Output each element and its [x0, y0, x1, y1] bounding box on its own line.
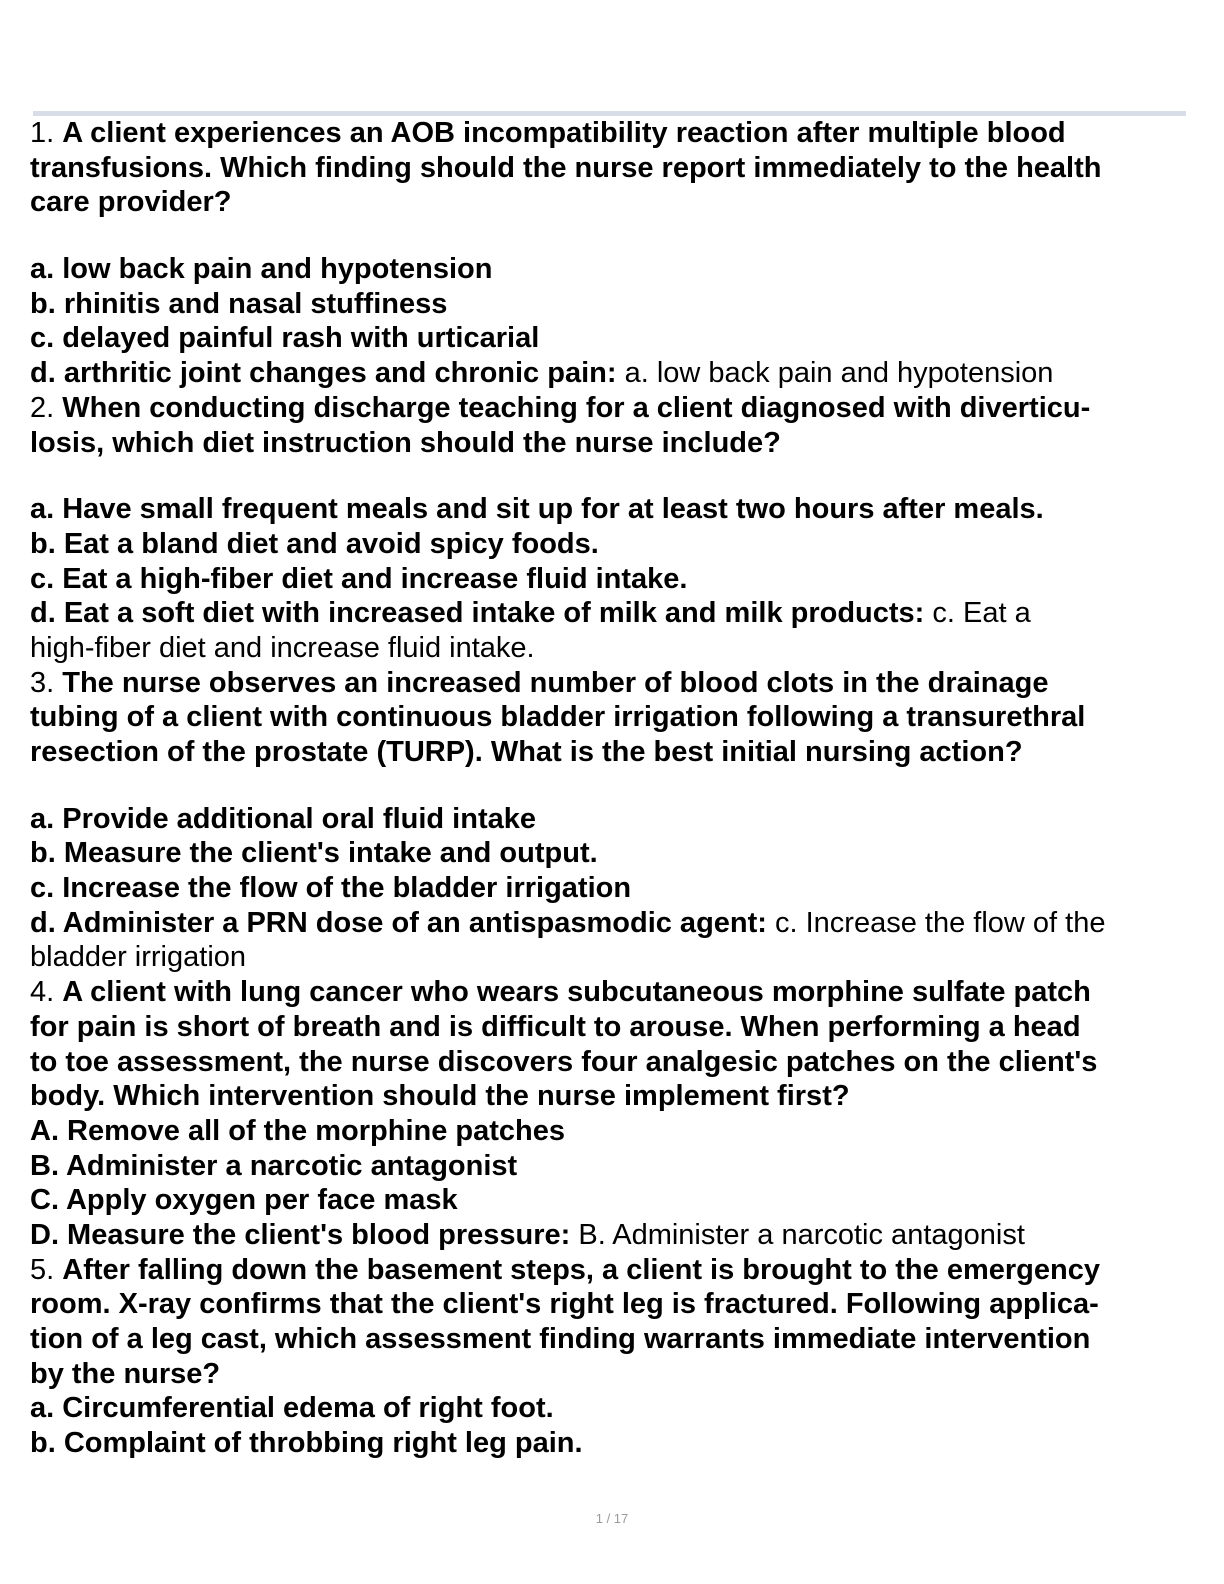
page-indicator: 1 / 17 [595, 1511, 629, 1526]
question-stem-line: 3. The nurse observes an increased number of blood clots in the drainage [30, 666, 1049, 699]
answer-option: c. delayed painful rash with urticarial [30, 322, 540, 355]
question-number: 1. [30, 117, 55, 149]
question-number: 5. [30, 1253, 55, 1286]
spacer [30, 460, 1190, 492]
answer-option: a. Circumferential edema of right foot. [30, 1392, 554, 1425]
question-stem-line: tubing of a client with continuous bladder irrigation following a transurethral [30, 701, 1086, 734]
question-stem-line: transfusions. Which finding should the nurse report immediately to the health [30, 151, 1102, 184]
answer-option: c. Eat a high-fiber diet and increase fluid intake. [30, 562, 688, 595]
answer-option: a. Have small frequent meals and sit up for at least two hours after meals. [30, 493, 1044, 526]
question-number: 2. [30, 391, 55, 424]
answer-option: a. low back pain and hypotension [30, 253, 493, 286]
question-stem-line: to toe assessment, the nurse discovers four analgesic patches on the client's [30, 1045, 1098, 1078]
question-number: 3. [30, 666, 55, 699]
question-stem-line: 5. After falling down the basement steps, a client is brought to the emergency [30, 1253, 1100, 1286]
correct-answer: B. Administer a narcotic antagonist [578, 1218, 1025, 1251]
question-3 [30, 666, 1190, 976]
document-body [30, 116, 1190, 1461]
question-stem-line: tion of a leg cast, which assessment finding warrants immediate intervention [30, 1323, 1091, 1355]
correct-answer: c. Eat a [932, 597, 1031, 630]
question-2 [30, 391, 1190, 666]
question-stem-line: losis, which diet instruction should the nurse include? [30, 426, 781, 459]
question-stem-line: by the nurse? [30, 1357, 221, 1390]
answer-option-with-answer: d. Administer a PRN dose of an antispasmodic agent: c. Increase the flow of the [30, 906, 1106, 939]
question-5 [30, 1253, 1190, 1461]
spacer [30, 770, 1190, 802]
question-stem-line: for pain is short of breath and is difficult to arouse. When performing a head [30, 1010, 1081, 1043]
answer-option-with-answer: D. Measure the client's blood pressure: B. Administer a narcotic antagonist [30, 1218, 1025, 1251]
question-stem-line: body. Which intervention should the nurse implement first? [30, 1080, 850, 1113]
answer-option-with-answer: d. Eat a soft diet with increased intake of milk and milk products: c. Eat a [30, 597, 1031, 630]
correct-answer-continued: high-fiber diet and increase fluid intake. [30, 631, 535, 664]
answer-option: b. Complaint of throbbing right leg pain. [30, 1427, 583, 1460]
answer-option: C. Apply oxygen per face mask [30, 1184, 458, 1217]
answer-option: a. Provide additional oral fluid intake [30, 802, 536, 835]
question-stem-line: care provider? [30, 186, 232, 219]
question-number: 4. [30, 976, 55, 1009]
answer-option: B. Administer a narcotic antagonist [30, 1149, 518, 1182]
answer-option: A. Remove all of the morphine patches [30, 1114, 565, 1147]
correct-answer-continued: bladder irrigation [30, 941, 247, 974]
correct-answer: a. low back pain and hypotension [624, 357, 1054, 390]
answer-option-with-answer: d. arthritic joint changes and chronic pain: a. low back pain and hypotension [30, 357, 1054, 390]
question-stem-line: 1. A client experiences an AOB incompatibility reaction after multiple blood [30, 117, 1066, 149]
question-1 [30, 116, 1190, 391]
answer-option: c. Increase the flow of the bladder irrigation [30, 872, 632, 905]
question-stem-line: room. X-ray confirms that the client's right leg is fractured. Following applica- [30, 1288, 1099, 1321]
answer-option: b. Eat a bland diet and avoid spicy foods. [30, 527, 599, 560]
question-stem-line: 4. A client with lung cancer who wears subcutaneous morphine sulfate patch [30, 976, 1091, 1009]
question-stem-line: 2. When conducting discharge teaching for a client diagnosed with diverticu- [30, 391, 1091, 424]
spacer [30, 220, 1190, 252]
correct-answer: c. Increase the flow of the [775, 906, 1106, 939]
question-4 [30, 975, 1190, 1253]
question-stem-line: resection of the prostate (TURP). What is the best initial nursing action? [30, 736, 1023, 768]
answer-option: b. Measure the client's intake and output. [30, 837, 598, 870]
answer-option: b. rhinitis and nasal stuffiness [30, 287, 448, 320]
